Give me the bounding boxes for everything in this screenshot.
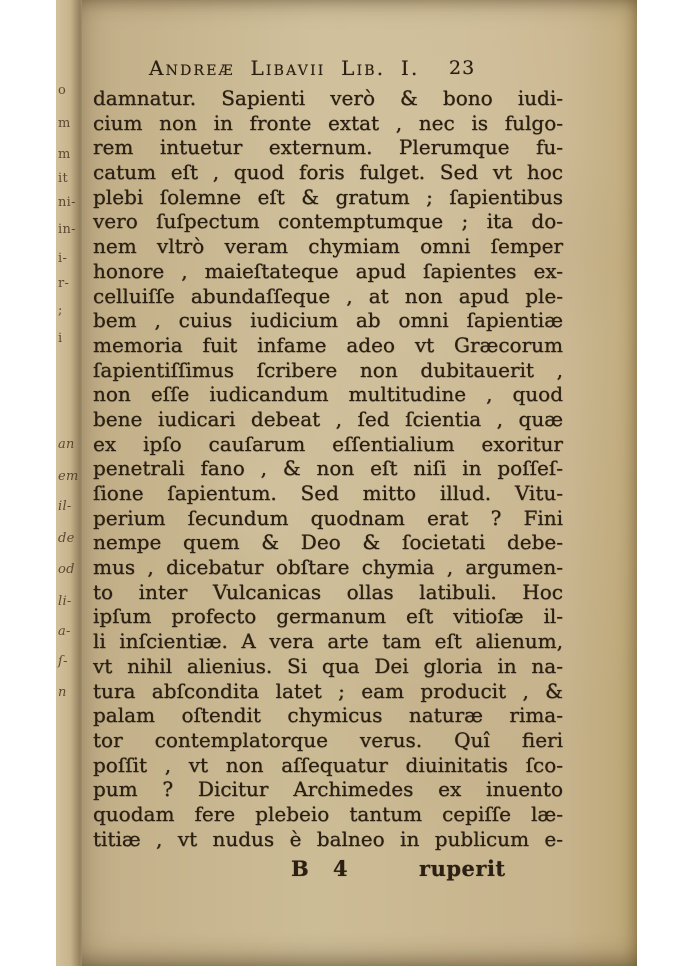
text-line: penetrali fano , & non eſt niſi in poſſeſ- [93, 456, 563, 481]
page-content [93, 0, 563, 966]
facing-page-text-fragment: in- [58, 222, 76, 237]
facing-page-text-fragment: a- [58, 624, 71, 639]
text-line: pum ? Dicitur Archimedes ex inuento [93, 777, 563, 802]
text-line: tura abſcondita latet ; eam producit , & [93, 678, 563, 703]
facing-page-text-fragment: od [58, 562, 75, 577]
facing-page-text-fragment: de [58, 531, 75, 546]
text-line: nem vltrò veram chymiam omni ſemper [93, 234, 563, 259]
text-line: catum eſt , quod foris fulget. Sed vt hoc [93, 160, 563, 185]
text-line: to inter Vulcanicas ollas latibuli. Hoc [93, 579, 563, 604]
facing-page-text-fragment: o [58, 83, 67, 98]
text-line: memoria fuit infame adeo vt Græcorum [93, 332, 563, 357]
text-line: non eſſe iudicandum multitudine , quod [93, 382, 563, 407]
facing-page-text-fragment: ni- [58, 195, 76, 210]
gutter-edge [56, 0, 82, 966]
facing-page-text-fragment: em [58, 469, 79, 484]
text-line: damnatur. Sapienti verò & bono iudi- [93, 86, 563, 110]
signature-number: 4 [333, 856, 348, 881]
facing-page-text-fragment: ſ- [58, 654, 68, 669]
text-line: plebi ſolemne eſt & gratum ; ſapientibus [93, 184, 563, 209]
text-line: titiæ , vt nudus è balneo in publicum e- [93, 826, 563, 851]
catchword: ruperit [419, 856, 506, 881]
text-line: perium ſecundum quodnam erat ? Fini [93, 505, 563, 530]
text-line: mus , dicebatur obſtare chymia , argumen- [93, 555, 563, 580]
facing-page-text-fragment: m [58, 147, 71, 162]
text-line: nempe quem & Deo & ſocietati debe- [93, 530, 563, 555]
text-line: celluiſſe abundaſſeque , at non apud ple- [93, 283, 563, 308]
text-line: ipſum profecto germanum eſt vitioſæ il- [93, 604, 563, 629]
facing-page-text-fragment: i- [58, 251, 68, 266]
page-number: 23 [449, 57, 476, 79]
body-text [93, 86, 563, 851]
text-line: vt nihil alienius. Si qua Dei gloria in na- [93, 653, 563, 678]
signature-letter: B [291, 856, 309, 881]
text-line: palam oſtendit chymicus naturæ rima- [93, 703, 563, 728]
text-line: cium non in fronte extat , nec is fulgo- [93, 110, 563, 135]
text-line: poſſit , vt non aſſequatur diuinitatis ſco- [93, 752, 563, 777]
facing-page-text-fragment: li- [58, 594, 72, 609]
facing-page-text-fragment: il- [58, 499, 72, 514]
text-line: ſione ſapientum. Sed mitto illud. Vitu- [93, 481, 563, 505]
facing-page-text-fragment: an [58, 437, 75, 452]
running-header [93, 56, 563, 82]
scanned-book-page [56, 0, 637, 966]
text-line: ex ipſo cauſarum eſſentialium exoritur [93, 431, 563, 456]
facing-page-text-fragment: n [58, 685, 67, 700]
text-line: rem intuetur externum. Plerumque fu- [93, 135, 563, 160]
text-line: tor contemplatorque verus. Quî fieri [93, 727, 563, 752]
facing-page-text-fragment: i [58, 331, 63, 346]
header-title: Andreæ Libavii Lib. I. [149, 56, 420, 80]
text-line: quodam fere plebeio tantum cepiſſe læ- [93, 801, 563, 826]
text-line: li inſcientiæ. A vera arte tam eſt alienum, [93, 629, 563, 654]
text-line: honore , maieſtateque apud ſapientes ex- [93, 258, 563, 283]
facing-page-text-fragment: m [58, 116, 71, 131]
text-line: ſapientiſſimus ſcribere non dubitauerit , [93, 357, 563, 382]
text-line: bem , cuius iudicium ab omni ſapientiæ [93, 308, 563, 333]
facing-page-text-fragment: r- [58, 276, 70, 291]
facing-page-text-fragment: ; [58, 303, 63, 318]
text-line: bene iudicari debeat , ſed ſcientia , quæ [93, 406, 563, 431]
text-line: vero ſuſpectum contemptumque ; ita do- [93, 209, 563, 234]
facing-page-text-fragment: it [58, 171, 68, 186]
signature-line [93, 856, 563, 884]
